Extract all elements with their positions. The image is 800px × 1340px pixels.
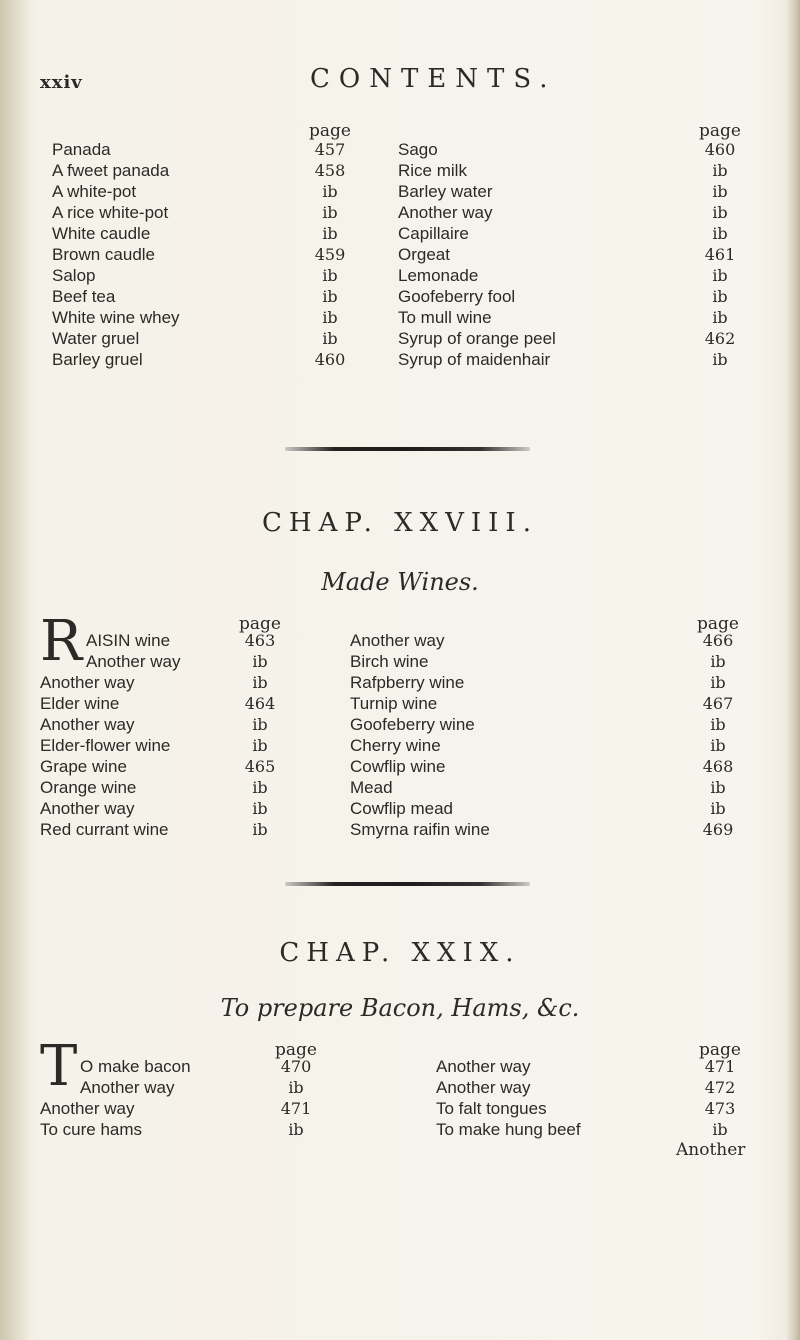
toc-page: 465 xyxy=(244,757,276,776)
toc-page: ib xyxy=(322,329,338,348)
page-column-heading: page xyxy=(239,614,281,634)
page-number: xxiv xyxy=(40,72,83,93)
toc-entry: Birch wine xyxy=(350,652,429,671)
section-divider xyxy=(285,882,530,886)
toc-page: ib xyxy=(712,182,728,201)
page-column-heading: page xyxy=(697,614,739,634)
toc-page: ib xyxy=(710,799,726,818)
toc-entry: Grape wine xyxy=(40,757,127,776)
section-divider xyxy=(285,447,530,451)
toc-page: ib xyxy=(712,161,728,180)
toc-page: 457 xyxy=(314,140,346,159)
toc-entry: Cowflip mead xyxy=(350,799,453,818)
toc-entry: Barley gruel xyxy=(52,350,143,369)
chapter28-left-labels xyxy=(40,672,170,840)
toc-page: ib xyxy=(252,799,268,818)
toc-page: ib xyxy=(252,736,268,755)
toc-entry: Syrup of orange peel xyxy=(398,329,556,348)
page-column-heading: page xyxy=(309,121,351,141)
toc-page: 468 xyxy=(702,757,734,776)
toc-entry: Another way xyxy=(40,799,135,818)
toc-entry: A fweet panada xyxy=(52,161,170,180)
toc-page: 460 xyxy=(704,140,736,159)
chapter29-left-labels-indented xyxy=(80,1077,175,1098)
toc-entry: To make hung beef xyxy=(436,1120,581,1139)
toc-page: ib xyxy=(322,203,338,222)
toc-entry: Orange wine xyxy=(40,778,137,797)
chapter-heading: CHAP. XXIX. xyxy=(279,938,521,968)
catchword: Another xyxy=(676,1140,746,1160)
toc-page: 470 xyxy=(280,1057,312,1076)
chapter28-right-labels xyxy=(350,630,490,840)
toc-entry: AISIN wine xyxy=(86,631,171,650)
drop-cap: R xyxy=(40,609,83,674)
toc-entry: Elder-flower wine xyxy=(40,736,171,755)
toc-entry: Goofeberry fool xyxy=(398,287,516,306)
toc-page: ib xyxy=(712,224,728,243)
section1-right-labels xyxy=(398,139,556,370)
toc-entry: White caudle xyxy=(52,224,151,243)
toc-entry: A rice white-pot xyxy=(52,203,169,222)
toc-page: ib xyxy=(710,673,726,692)
toc-page: ib xyxy=(710,715,726,734)
toc-entry: To falt tongues xyxy=(436,1099,547,1118)
toc-entry: A white-pot xyxy=(52,182,137,201)
toc-entry: Smyrna raifin wine xyxy=(350,820,490,839)
toc-page: 472 xyxy=(704,1078,736,1097)
toc-page: ib xyxy=(288,1120,304,1139)
toc-entry: Lemonade xyxy=(398,266,479,285)
toc-entry: Capillaire xyxy=(398,224,469,243)
toc-entry: Sago xyxy=(398,140,438,159)
toc-entry: Rafpberry wine xyxy=(350,673,465,692)
toc-entry: Panada xyxy=(52,140,111,159)
chapter-subtitle: To prepare Bacon, Hams, &c. xyxy=(220,994,580,1022)
page-binding-shadow xyxy=(0,0,30,1340)
toc-page: 467 xyxy=(702,694,734,713)
toc-page: ib xyxy=(710,736,726,755)
toc-entry: Red currant wine xyxy=(40,820,169,839)
toc-page: 466 xyxy=(702,631,734,650)
toc-entry: Elder wine xyxy=(40,694,120,713)
toc-entry: Orgeat xyxy=(398,245,450,264)
toc-entry: Another way xyxy=(80,1078,175,1097)
chapter28-left-labels-indented xyxy=(86,651,181,672)
toc-entry: To cure hams xyxy=(40,1120,143,1139)
toc-page: 458 xyxy=(314,161,346,180)
toc-entry: Cherry wine xyxy=(350,736,441,755)
chapter29-left-pages xyxy=(266,1077,326,1140)
chapter-subtitle: Made Wines. xyxy=(321,568,479,596)
toc-entry: Goofeberry wine xyxy=(350,715,475,734)
section1-left-labels xyxy=(52,139,180,370)
toc-entry: Water gruel xyxy=(52,329,140,348)
toc-entry: Another way xyxy=(40,673,135,692)
toc-entry: Turnip wine xyxy=(350,694,438,713)
toc-entry: Another way xyxy=(86,652,181,671)
toc-entry: Salop xyxy=(52,266,96,285)
toc-entry: Cowflip wine xyxy=(350,757,446,776)
toc-entry: O make bacon xyxy=(80,1057,191,1076)
toc-page: 464 xyxy=(244,694,276,713)
toc-page: 459 xyxy=(314,245,346,264)
toc-page: ib xyxy=(712,203,728,222)
toc-entry: Mead xyxy=(350,778,393,797)
toc-page: ib xyxy=(322,182,338,201)
toc-page: ib xyxy=(252,652,268,671)
toc-page: ib xyxy=(288,1078,304,1097)
toc-entry: Syrup of maidenhair xyxy=(398,350,551,369)
toc-entry: Another way xyxy=(350,631,445,650)
page-column-heading: page xyxy=(699,1040,741,1060)
page-column-heading: page xyxy=(699,121,741,141)
toc-page: 460 xyxy=(314,350,346,369)
toc-page: ib xyxy=(322,308,338,327)
toc-entry: Another way xyxy=(40,1099,135,1118)
toc-entry: White wine whey xyxy=(52,308,180,327)
toc-page: ib xyxy=(712,350,728,369)
toc-entry: Another way xyxy=(398,203,493,222)
toc-page: ib xyxy=(322,266,338,285)
toc-entry: Barley water xyxy=(398,182,493,201)
chapter-heading: CHAP. XXVIII. xyxy=(262,508,538,538)
toc-page: ib xyxy=(252,715,268,734)
toc-entry: Another way xyxy=(40,715,135,734)
page-column-heading: page xyxy=(275,1040,317,1060)
toc-page: ib xyxy=(252,778,268,797)
toc-page: ib xyxy=(252,673,268,692)
page-edge xyxy=(786,0,800,1340)
toc-page: ib xyxy=(322,224,338,243)
toc-entry: Brown caudle xyxy=(52,245,156,264)
toc-page: ib xyxy=(712,1120,728,1139)
chapter29-right-labels xyxy=(436,1056,581,1140)
toc-page: ib xyxy=(712,308,728,327)
toc-entry: Another way xyxy=(436,1057,531,1076)
toc-entry: Another way xyxy=(436,1078,531,1097)
toc-page: 461 xyxy=(704,245,736,264)
chapter29-left-labels xyxy=(40,1098,142,1140)
toc-entry: Beef tea xyxy=(52,287,116,306)
toc-page: ib xyxy=(252,820,268,839)
toc-page: 471 xyxy=(704,1057,736,1076)
toc-page: ib xyxy=(712,287,728,306)
section1-right-pages xyxy=(690,139,750,370)
running-title: CONTENTS. xyxy=(310,64,557,94)
drop-cap: T xyxy=(40,1034,78,1099)
chapter28-right-pages xyxy=(688,630,748,840)
toc-page: 462 xyxy=(704,329,736,348)
toc-page: ib xyxy=(710,778,726,797)
chapter28-left-pages xyxy=(230,651,290,840)
toc-page: 469 xyxy=(702,820,734,839)
toc-page: 471 xyxy=(280,1099,312,1118)
toc-page: 463 xyxy=(244,631,276,650)
section1-left-pages xyxy=(300,139,360,370)
chapter29-right-pages xyxy=(690,1056,750,1140)
toc-page: ib xyxy=(322,287,338,306)
toc-page: ib xyxy=(712,266,728,285)
toc-page: 473 xyxy=(704,1099,736,1118)
toc-entry: To mull wine xyxy=(398,308,492,327)
toc-page: ib xyxy=(710,652,726,671)
toc-entry: Rice milk xyxy=(398,161,467,180)
